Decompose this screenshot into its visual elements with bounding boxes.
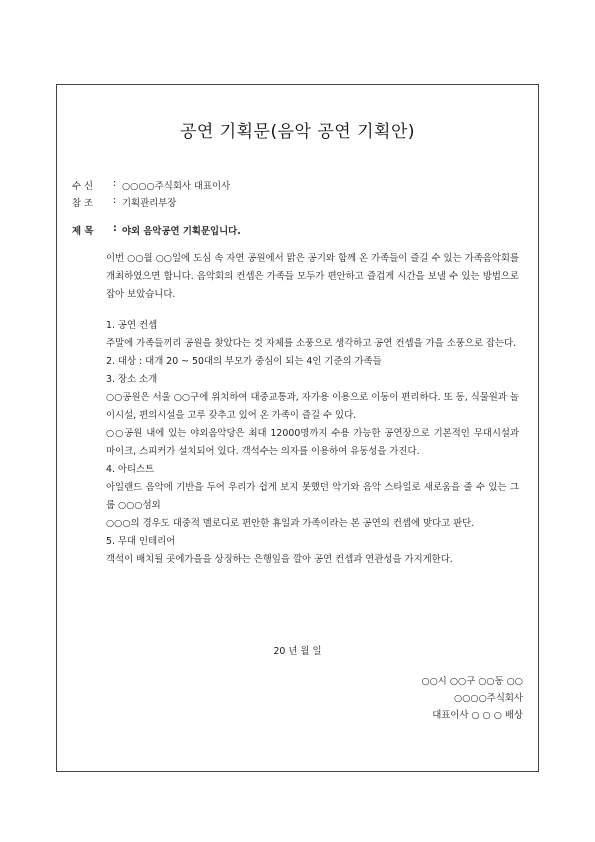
section-heading-concept: 1. 공연 컨셉 [106,320,158,331]
colon: : [113,178,117,189]
intro-text: 이번 ○○월 ○○일에 도심 속 자연 공원에서 맑은 공기와 함께 온 가족들이 즐길 수 있는 가족음악회를 개최하였으면 합니다. 음악회의 컨셉은 가족들 모두가 편안하고 즐겁게 시간을 보낼 수 있는 방법으로 잡아 보았습니다. [106,253,519,300]
body-section [106,317,519,569]
subject-label: 제 목 [72,226,94,237]
reference-label: 참 조 [72,198,94,209]
subject-value: 야외 음악공연 기획문입니다. [122,226,241,237]
artist-text-1: 아일랜드 음악에 기반을 두어 우리가 쉽게 보지 못했던 악기와 음악 스타일로 새로움을 줄 수 있는 그룹 ○○○섬외 [106,482,519,511]
section-heading-stage: 5. 무대 인테리어 [106,536,176,547]
intro-paragraph [106,250,519,304]
reference-value: 기획관리부장 [122,198,177,209]
venue-text-1: ○○공원은 서울 ○○구에 위치하여 대중교통과, 자가용 이용으로 이동이 편리하다. 또 동, 식물원과 놀이시설, 편의시설을 고루 갖추고 있어 온 가족이 즐길 수 있다. [106,392,519,421]
colon: : [113,195,117,206]
date-line: 20 년 월 일 [273,646,322,657]
signature-company: ○○○○주식회사 [454,693,523,704]
signature-address: ○○시 ○○구 ○○동 ○○ [421,676,523,687]
artist-text-2: ○○○의 경우도 대중적 멜로디로 편안한 휴일과 가족이라는 본 공연의 컨셉에 맞다고 판단. [106,518,475,529]
section-heading-artist: 4. 아티스트 [106,464,155,475]
concept-text: 주말에 가족들끼리 공원을 찾았다는 것 자체를 소풍으로 생각하고 공연 컨셉을 가을 소풍으로 잡는다. [106,338,517,349]
section-heading-venue: 3. 장소 소개 [106,374,158,385]
colon: : [113,223,117,234]
document-title: 공연 기획문(음악 공연 기획안) [179,122,416,142]
recipient-label: 수 신 [72,181,94,192]
stage-text: 객석이 배치될 곳에가을을 상징하는 은행잎을 깔아 공연 컨셉과 연관성을 가지게한다. [106,554,453,565]
recipient-value: ○○○○주식회사 대표이사 [122,181,231,192]
section-target: 2. 대상 : 대개 20 ~ 50대의 부모가 중심이 되는 4인 기준의 가족들 [106,356,382,367]
venue-text-2: ○○공원 내에 있는 야외음악당은 최대 12000명까지 수용 가능한 공연장으로 기본적인 무대시설과 마이크, 스피커가 설치되어 있다. 객석수는 의자를 이용하여 유동성을 가진다. [106,428,519,457]
signature-ceo: 대표이사 ○ ○ ○ 배상 [432,710,523,721]
